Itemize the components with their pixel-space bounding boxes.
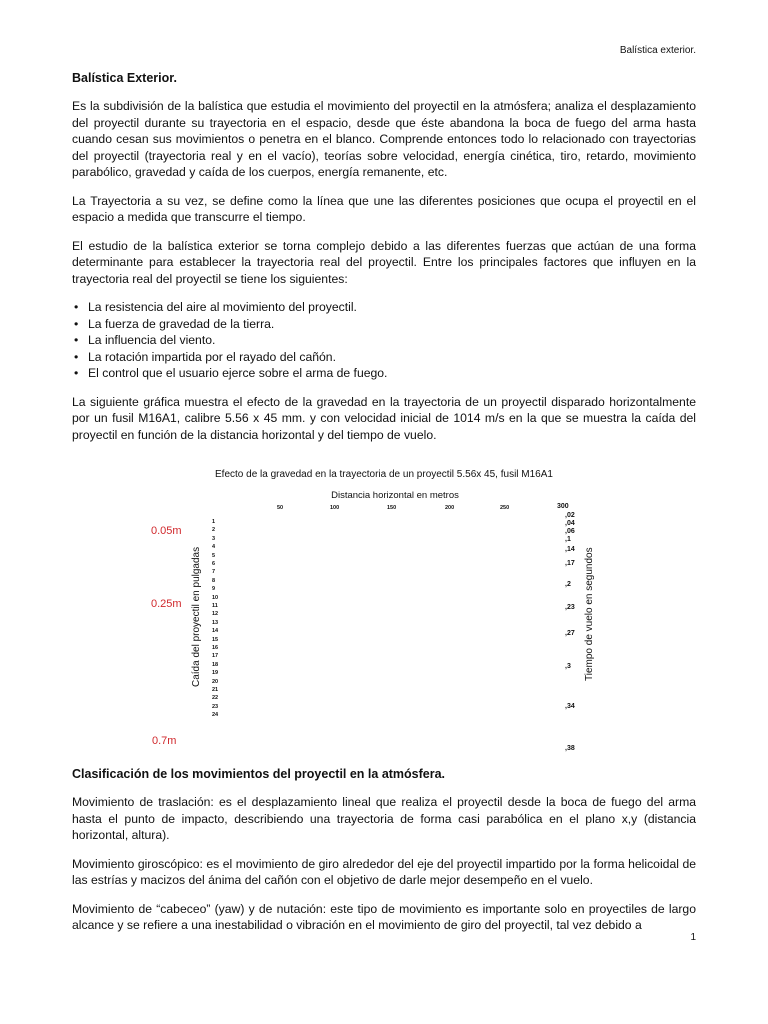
paragraph: Movimiento giroscópico: es el movimiento de giro alrededor del eje del proyectil impartido por la forma helicoidal de las estrías y macizos del ánima del cañón con el objetivo de darle mejor desempeño en el vuelo. — [72, 856, 696, 887]
bullet-icon: • — [74, 316, 79, 331]
paragraph: La Trayectoria a su vez, se define como la línea que une las diferentes posiciones que ocupa el proyectil en el espacio a medida que transcurre el tiempo. — [72, 193, 696, 224]
y-tick-label: 18 — [212, 661, 219, 668]
paragraph: El estudio de la balística exterior se torna complejo debido a las diferentes fuerzas que actúan de una forma determinante para establecer la trayectoria real del proyectil. Entre los principales factores que influyen en la trayectoria real del proyectil se tiene los siguientes: — [72, 238, 696, 286]
y-tick-label: 23 — [212, 703, 219, 710]
list-item — [72, 316, 696, 333]
y-tick-label: 17 — [212, 653, 219, 660]
x-tick-label: 300 — [557, 503, 569, 510]
x-axis-label: Distancia horizontal en metros — [331, 490, 459, 501]
bullet-icon: • — [74, 333, 79, 347]
y2-axis-label: Tiempo de vuelo en segundos — [584, 547, 595, 681]
y-tick-label: 3 — [212, 535, 216, 542]
section-title: Balística Exterior. — [72, 71, 177, 85]
page-body — [72, 70, 696, 934]
y2-tick-label: ,17 — [565, 560, 575, 567]
y-tick-label: 8 — [212, 577, 216, 584]
y2-tick-label: ,2 — [565, 581, 571, 588]
paragraph: Movimiento de “cabeceo” (yaw) y de nutación: este tipo de movimiento es importante solo en proyectiles de largo alcance y se refiere a una inestabilidad o vibración en el movimiento de giro del proyectil, tal vez debido a — [72, 901, 696, 932]
x-tick-label: 150 — [387, 505, 397, 511]
y-tick-label: 10 — [212, 594, 219, 601]
factor-list — [72, 299, 696, 382]
list-item — [72, 332, 696, 349]
list-item-text: El control que el usuario ejerce sobre el arma de fuego. — [88, 366, 388, 380]
y-tick-label: 9 — [212, 586, 216, 593]
y-axis-label: Caída del proyectil en pulgadas — [191, 546, 202, 687]
y-tick-label: 13 — [212, 619, 219, 626]
y2-tick-label: ,14 — [565, 546, 575, 553]
y2-tick-label: ,23 — [565, 604, 575, 611]
y2-tick-label: ,27 — [565, 630, 575, 637]
bullet-icon: • — [74, 300, 79, 314]
list-item-text: La influencia del viento. — [88, 333, 216, 347]
paragraph: Movimiento de traslación: es el desplazamiento lineal que realiza el proyectil desde la boca de fuego del arma hasta el punto de impacto, describiendo una trayectoria de forma casi parabólica en el plano x,y (distancia horizontal, altura). — [72, 795, 696, 842]
list-item — [72, 365, 696, 382]
y2-tick-label: ,02 — [565, 512, 575, 519]
bullet-icon: • — [74, 349, 79, 364]
x-tick-label: 50 — [277, 505, 284, 511]
y2-tick-label: ,3 — [565, 663, 571, 670]
y-tick-label: 5 — [212, 552, 216, 559]
x-tick-label: 250 — [500, 505, 510, 511]
y-tick-label: 4 — [212, 544, 216, 551]
section-title: Clasificación de los movimientos del proyectil en la atmósfera. — [72, 767, 446, 781]
y-tick-label: 22 — [212, 695, 219, 702]
y2-tick-label: ,04 — [565, 520, 575, 527]
running-header: Balística exterior. — [619, 45, 696, 56]
y-tick-label: 24 — [212, 712, 219, 719]
x-tick-label: 100 — [330, 505, 340, 511]
y2-tick-label: ,38 — [565, 745, 575, 752]
y2-tick-label: ,1 — [565, 536, 571, 543]
y-tick-label: 12 — [212, 611, 219, 618]
y-tick-label: 14 — [212, 628, 219, 635]
bullet-icon: • — [74, 366, 79, 380]
chart-title: Efecto de la gravedad en la trayectoria de un proyectil 5.56x 45, fusil M16A1 — [215, 469, 553, 480]
y2-tick-label: ,34 — [565, 703, 575, 710]
y-tick-label: 15 — [212, 636, 219, 643]
list-item-text: La resistencia del aire al movimiento del proyectil. — [88, 300, 357, 314]
x-tick-label: 200 — [445, 505, 455, 511]
list-item-text: La rotación impartida por el rayado del cañón. — [88, 349, 336, 364]
y-tick-label: 16 — [212, 645, 219, 651]
y-tick-label: 7 — [212, 569, 216, 576]
y-tick-label: 2 — [212, 527, 216, 534]
y-tick-label: 21 — [212, 687, 219, 693]
list-item — [72, 299, 696, 316]
paragraph: Es la subdivisión de la balística que estudia el movimiento del proyectil en la atmósfera; analiza el desplazamiento del proyectil durante su trayectoria en el espacio, desde que éste abandona la boca de fuego del arma hasta cuando cesan sus movimientos o penetra en el blanco. Comprende entonces todo lo relacionado con trayectorias del proyectil (trayectoria real y en el vacío), teorías sobre velocidad, energía cinética, tiro, retardo, movimiento parabólico, gravedad y caída de los cuerpos, energía remanente, etc. — [72, 99, 696, 179]
y2-tick-label: ,06 — [565, 528, 575, 535]
trajectory-chart — [0, 461, 768, 756]
y-tick-label: 20 — [212, 678, 219, 685]
y-tick-label: 19 — [212, 670, 219, 677]
list-item — [72, 349, 696, 366]
drop-annotation: 0.05m — [151, 525, 182, 537]
page-number: 1 — [690, 932, 696, 943]
paragraph: La siguiente gráfica muestra el efecto de la gravedad en la trayectoria de un proyectil disparado horizontalmente por un fusil M16A1, calibre 5.56 x 45 mm. y con velocidad inicial de 1014 m/s en la que se muestra la caída del proyectil en función de la distancia horizontal y del tiempo de vuelo. — [72, 394, 696, 442]
y-tick-label: 1 — [212, 519, 216, 525]
y-tick-label: 11 — [212, 603, 218, 609]
drop-annotation: 0.25m — [151, 598, 182, 610]
list-item-text: La fuerza de gravedad de la tierra. — [88, 316, 275, 331]
drop-annotation: 0.7m — [152, 735, 177, 747]
y-tick-label: 6 — [212, 561, 216, 567]
